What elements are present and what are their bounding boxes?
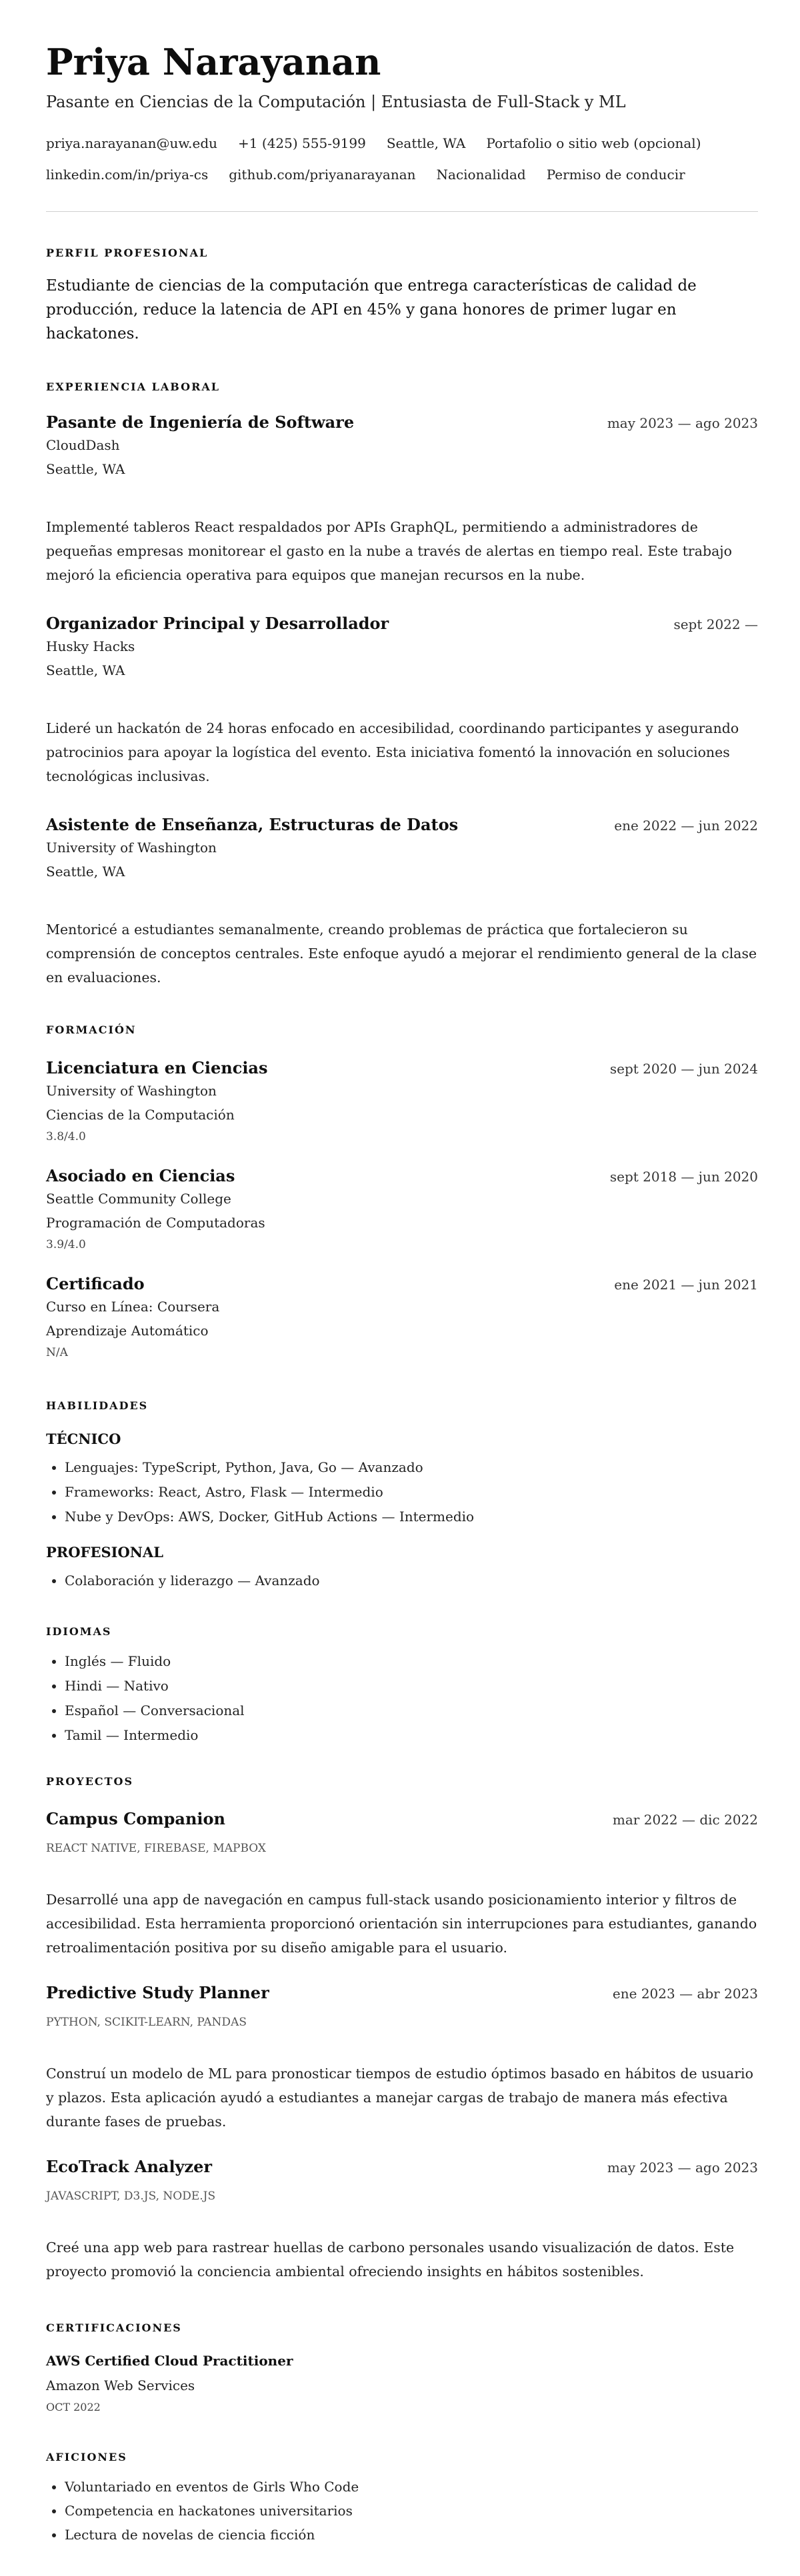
job-title: Asistente de Enseñanza, Estructuras de Datos xyxy=(46,815,459,834)
job-entry xyxy=(46,412,758,587)
project-description: Desarrollé una app de navegación en campus full-stack usando posicionamiento interior y filtros de accesibilidad. Esta herramienta proporcionó orientación sin interrupciones para estudiantes, ganando retroalimentación positiva por su diseño amigable para el usuario. xyxy=(46,1892,757,1956)
language-item: • Español — Conversacional xyxy=(65,1698,758,1723)
job-company: Husky Hacks xyxy=(46,638,135,654)
project-name: Predictive Study Planner xyxy=(46,1983,269,2002)
job-location: Seattle, WA xyxy=(46,864,125,880)
skill-item: • Frameworks: React, Astro, Flask — Intermedio xyxy=(65,1480,758,1505)
school: Seattle Community College xyxy=(46,1191,231,1207)
project-entry xyxy=(46,2157,758,2283)
hobby-item: • Lectura de novelas de ciencia ficción xyxy=(65,2523,758,2547)
section-title: AFICIONES xyxy=(46,2451,127,2463)
project-tech: REACT NATIVE, FIREBASE, MAPBOX xyxy=(46,1842,267,1855)
certification-issuer: Amazon Web Services xyxy=(46,2377,195,2393)
project-description: Construí un modelo de ML para pronosticar tiempos de estudio óptimos basado en hábitos de usuario y plazos. Esta aplicación ayudó a estudiantes a manejar cargas de trabajo de manera más efectiva durante fases de pruebas. xyxy=(46,2066,753,2130)
project-name: EcoTrack Analyzer xyxy=(46,2157,213,2176)
hobby-list xyxy=(46,2475,758,2547)
job-description: Implementé tableros React respaldados por APIs GraphQL, permitiendo a administradores de pequeñas empresas monitorear el gasto en la nube a través de alertas en tiempo real. Este trabajo mejoró la eficiencia operativa para equipos que manejan recursos en la nube. xyxy=(46,519,732,583)
job-title: Organizador Principal y Desarrollador xyxy=(46,614,389,633)
contact-phone[interactable]: +1 (425) 555-9199 xyxy=(238,135,366,151)
skills-section xyxy=(46,1399,758,1593)
project-dates: mar 2022 — dic 2022 xyxy=(612,1812,758,1828)
language-item: • Hindi — Nativo xyxy=(65,1674,758,1698)
degree: Licenciatura en Ciencias xyxy=(46,1058,268,1077)
job-location: Seattle, WA xyxy=(46,461,125,477)
certification-date: OCT 2022 xyxy=(46,2401,101,2413)
section-title: CERTIFICACIONES xyxy=(46,2321,182,2334)
section-title: EXPERIENCIA LABORAL xyxy=(46,380,221,393)
contact-row xyxy=(46,134,758,153)
skill-list xyxy=(46,1455,758,1529)
project-tech: PYTHON, SCIKIT-LEARN, PANDAS xyxy=(46,2016,247,2029)
section-title: PERFIL PROFESIONAL xyxy=(46,247,209,259)
contact-drivers-license: Permiso de conducir xyxy=(546,167,685,183)
project-name: Campus Companion xyxy=(46,1809,226,1828)
hobby-item: • Voluntariado en eventos de Girls Who Code xyxy=(65,2475,758,2499)
contact-portfolio[interactable]: Portafolio o sitio web (opcional) xyxy=(486,135,701,151)
skill-list xyxy=(46,1569,758,1593)
projects-section xyxy=(46,1775,758,2283)
project-entry xyxy=(46,1809,758,1960)
project-dates: may 2023 — ago 2023 xyxy=(607,2160,758,2176)
certification-name: AWS Certified Cloud Practitioner xyxy=(46,2353,293,2369)
job-entry xyxy=(46,614,758,788)
education-dates: sept 2018 — jun 2020 xyxy=(609,1169,758,1185)
skill-group-title: PROFESIONAL xyxy=(46,1544,163,1561)
gpa: 3.8/4.0 xyxy=(46,1130,86,1143)
summary-section xyxy=(46,247,758,346)
contact-location: Seattle, WA xyxy=(386,135,466,151)
degree: Certificado xyxy=(46,1274,145,1293)
skill-item: • Colaboración y liderazgo — Avanzado xyxy=(65,1569,758,1593)
job-dates: sept 2022 — xyxy=(673,616,758,632)
job-dates: ene 2022 — jun 2022 xyxy=(614,818,758,834)
school: Curso en Línea: Coursera xyxy=(46,1299,220,1315)
project-entry xyxy=(46,1983,758,2134)
degree: Asociado en Ciencias xyxy=(46,1166,235,1185)
hobby-item: • Competencia en hackatones universitarios xyxy=(65,2499,758,2523)
education-dates: sept 2020 — jun 2024 xyxy=(609,1061,758,1077)
field-of-study: Programación de Computadoras xyxy=(46,1215,265,1231)
education-entry xyxy=(46,1058,758,1143)
job-title: Pasante de Ingeniería de Software xyxy=(46,412,355,432)
gpa: 3.9/4.0 xyxy=(46,1238,86,1251)
contact-linkedin[interactable]: linkedin.com/in/priya-cs xyxy=(46,167,209,183)
education-dates: ene 2021 — jun 2021 xyxy=(614,1277,758,1293)
contact-email[interactable]: priya.narayanan@uw.edu xyxy=(46,135,218,151)
section-title: PROYECTOS xyxy=(46,1775,134,1788)
language-item: • Inglés — Fluido xyxy=(65,1649,758,1674)
certification-entry xyxy=(46,2351,758,2414)
certifications-section xyxy=(46,2321,758,2414)
section-title: HABILIDADES xyxy=(46,1399,149,1412)
skill-item: • Lenguajes: TypeScript, Python, Java, Go — Avanzado xyxy=(65,1455,758,1480)
skill-item: • Nube y DevOps: AWS, Docker, GitHub Actions — Intermedio xyxy=(65,1505,758,1529)
education-entry xyxy=(46,1274,758,1359)
contact-github[interactable]: github.com/priyanarayanan xyxy=(229,167,416,183)
header-divider xyxy=(46,211,758,212)
field-of-study: Ciencias de la Computación xyxy=(46,1107,235,1123)
school: University of Washington xyxy=(46,1083,217,1099)
job-company: University of Washington xyxy=(46,840,217,856)
language-list xyxy=(46,1649,758,1748)
section-title: IDIOMAS xyxy=(46,1625,112,1638)
job-location: Seattle, WA xyxy=(46,662,125,678)
job-entry xyxy=(46,815,758,989)
job-description: Mentoricé a estudiantes semanalmente, creando problemas de práctica que fortalecieron su comprensión de conceptos centrales. Este enfoque ayudó a mejorar el rendimiento general de la clase en evaluaciones. xyxy=(46,922,757,985)
project-description: Creé una app web para rastrear huellas de carbono personales usando visualización de datos. Este proyecto promovió la conciencia ambiental ofreciendo insights en hábitos sostenibles. xyxy=(46,2240,735,2279)
project-tech: JAVASCRIPT, D3.JS, NODE.JS xyxy=(46,2190,216,2203)
contact-nationality: Nacionalidad xyxy=(436,167,526,183)
gpa: N/A xyxy=(46,1346,68,1359)
project-dates: ene 2023 — abr 2023 xyxy=(612,1986,758,2002)
candidate-name: Priya Narayanan xyxy=(46,41,381,83)
skill-group-title: TÉCNICO xyxy=(46,1431,121,1447)
field-of-study: Aprendizaje Automático xyxy=(46,1323,209,1339)
experience-section xyxy=(46,380,758,989)
job-dates: may 2023 — ago 2023 xyxy=(607,415,758,431)
education-entry xyxy=(46,1166,758,1251)
languages-section xyxy=(46,1625,758,1748)
candidate-headline: Pasante en Ciencias de la Computación | Entusiasta de Full-Stack y ML xyxy=(46,93,626,111)
hobbies-section xyxy=(46,2451,758,2547)
summary-text: Estudiante de ciencias de la computación que entrega características de calidad de producción, reduce la latencia de API en 45% y gana honores de primer lugar en hackatones. xyxy=(46,277,697,342)
section-title: FORMACIÓN xyxy=(46,1023,137,1036)
resume-header xyxy=(46,41,758,212)
job-description: Lideré un hackatón de 24 horas enfocado en accesibilidad, coordinando participantes y asegurando patrocinios para apoyar la logística del evento. Esta iniciativa fomentó la innovación en soluciones tecnológicas inclusivas. xyxy=(46,720,739,784)
job-company: CloudDash xyxy=(46,437,120,453)
education-section xyxy=(46,1023,758,1359)
language-item: • Tamil — Intermedio xyxy=(65,1723,758,1748)
contact-row xyxy=(46,165,758,184)
